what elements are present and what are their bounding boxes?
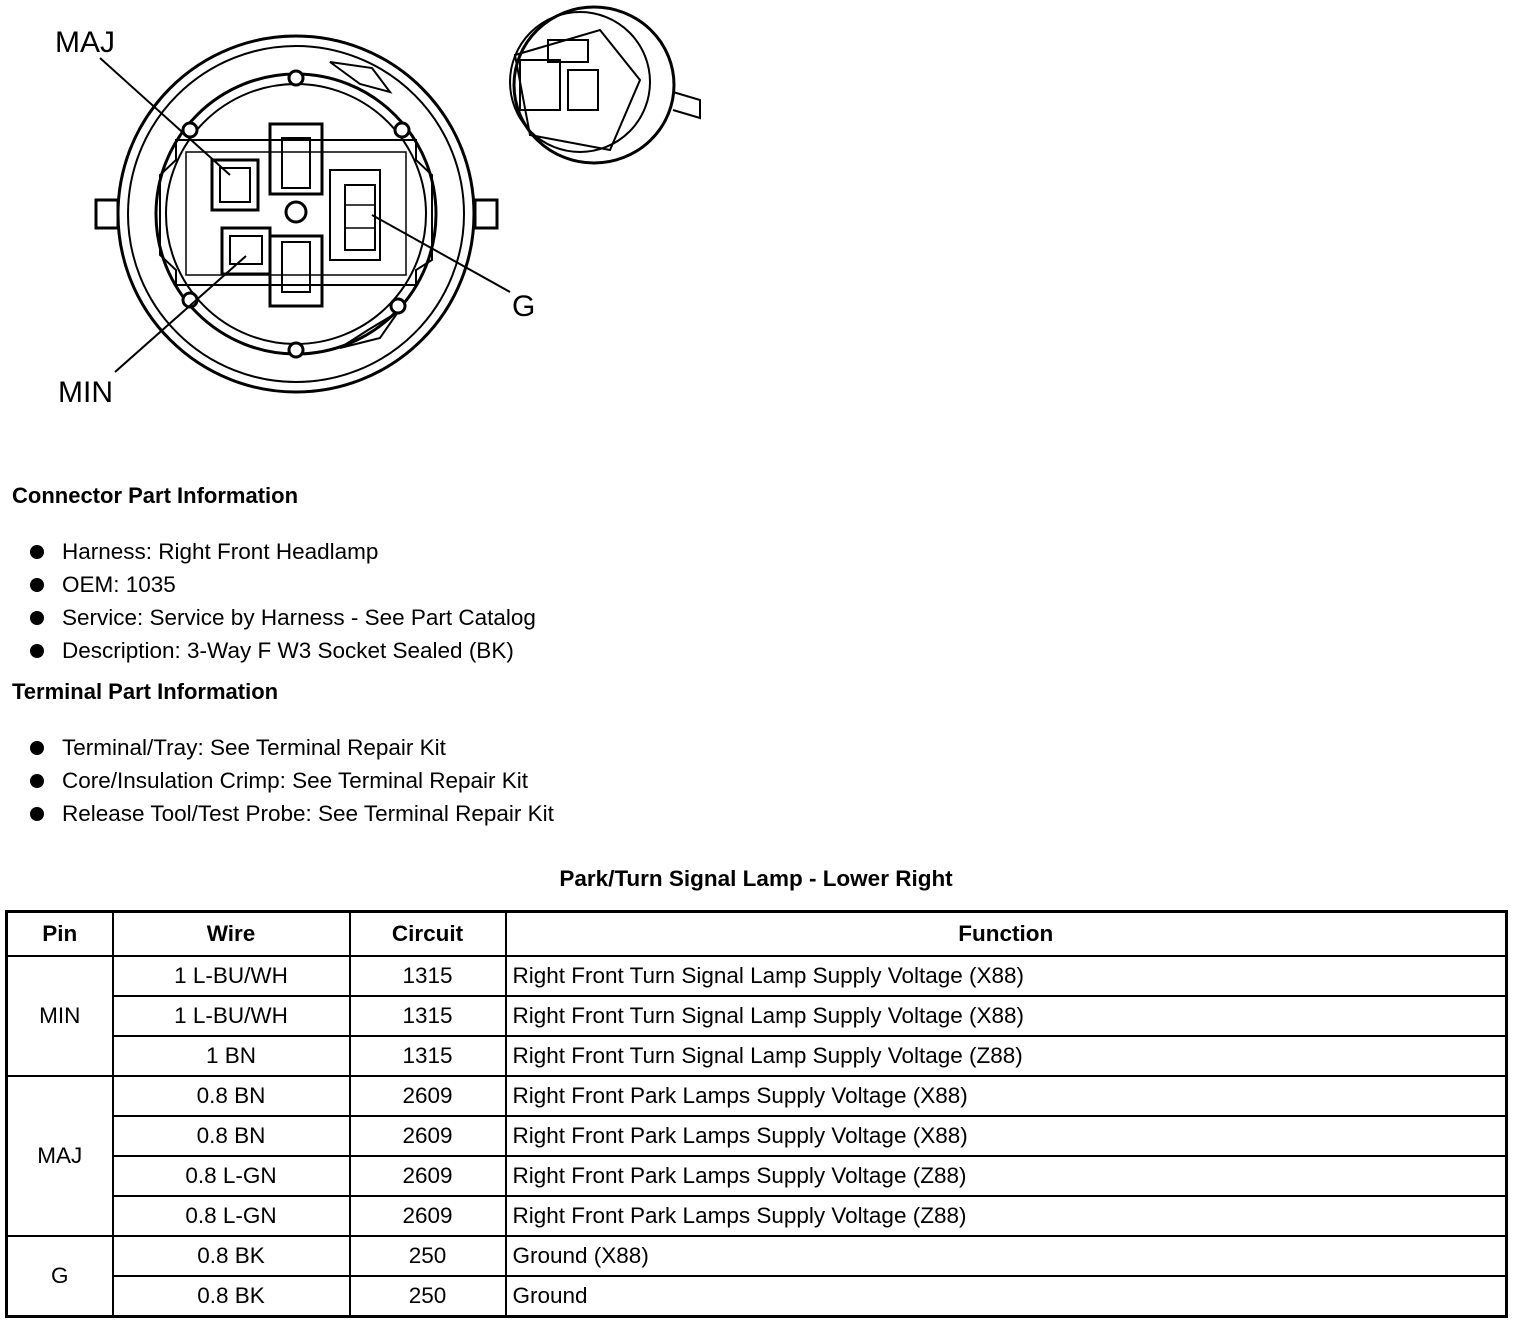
list-item-text: Terminal/Tray: See Terminal Repair Kit — [62, 735, 446, 760]
circuit-cell: 250 — [350, 1236, 506, 1276]
function-cell: Ground (X88) — [506, 1236, 1507, 1276]
pin-table — [5, 910, 1508, 1318]
pin-cell: G — [7, 1236, 113, 1317]
list-item-text: Release Tool/Test Probe: See Terminal Repair Kit — [62, 801, 554, 826]
wire-cell: 1 L-BU/WH — [113, 996, 350, 1036]
function-cell: Right Front Park Lamps Supply Voltage (X88) — [506, 1076, 1507, 1116]
connector-info-list — [30, 535, 536, 667]
function-cell: Ground — [506, 1276, 1507, 1317]
terminal-info-list — [30, 731, 554, 830]
wire-cell: 0.8 L-GN — [113, 1156, 350, 1196]
table-row — [7, 956, 1507, 996]
header-wire: Wire — [113, 912, 350, 957]
table-row — [7, 1036, 1507, 1076]
connector-info-heading: Connector Part Information — [12, 483, 299, 508]
table-row — [7, 1236, 1507, 1276]
table-row — [7, 996, 1507, 1036]
callout-g: G — [512, 290, 536, 323]
circuit-cell: 1315 — [350, 1036, 506, 1076]
callout-min: MIN — [58, 376, 113, 409]
wire-cell: 0.8 BN — [113, 1076, 350, 1116]
header-pin: Pin — [7, 912, 113, 957]
list-item — [30, 797, 554, 830]
bullet-icon — [30, 741, 44, 755]
circuit-cell: 1315 — [350, 956, 506, 996]
function-cell: Right Front Park Lamps Supply Voltage (Z88) — [506, 1196, 1507, 1236]
wire-cell: 0.8 BK — [113, 1236, 350, 1276]
callout-maj: MAJ — [55, 26, 115, 59]
wire-cell: 0.8 BN — [113, 1116, 350, 1156]
list-item — [30, 634, 536, 667]
circuit-cell: 2609 — [350, 1196, 506, 1236]
wire-cell: 0.8 BK — [113, 1276, 350, 1317]
table-title: Park/Turn Signal Lamp - Lower Right — [559, 866, 953, 891]
list-item-text: Service: Service by Harness - See Part Catalog — [62, 605, 536, 630]
function-cell: Right Front Turn Signal Lamp Supply Voltage (X88) — [506, 956, 1507, 996]
table-row — [7, 1276, 1507, 1317]
list-item — [30, 568, 536, 601]
bullet-icon — [30, 545, 44, 559]
circuit-cell: 2609 — [350, 1116, 506, 1156]
circuit-cell: 2609 — [350, 1076, 506, 1116]
bullet-icon — [30, 578, 44, 592]
list-item-text: Harness: Right Front Headlamp — [62, 539, 379, 564]
list-item-text: Description: 3-Way F W3 Socket Sealed (BK) — [62, 638, 514, 663]
function-cell: Right Front Park Lamps Supply Voltage (Z88) — [506, 1156, 1507, 1196]
circuit-cell: 1315 — [350, 996, 506, 1036]
circuit-cell: 2609 — [350, 1156, 506, 1196]
wire-cell: 1 L-BU/WH — [113, 956, 350, 996]
function-cell: Right Front Park Lamps Supply Voltage (X88) — [506, 1116, 1507, 1156]
wire-cell: 1 BN — [113, 1036, 350, 1076]
bullet-icon — [30, 774, 44, 788]
terminal-info-heading: Terminal Part Information — [12, 679, 279, 704]
function-cell: Right Front Turn Signal Lamp Supply Voltage (Z88) — [506, 1036, 1507, 1076]
table-row — [7, 1156, 1507, 1196]
connector-diagram — [0, 0, 720, 430]
circuit-cell: 250 — [350, 1276, 506, 1317]
list-item — [30, 764, 554, 797]
table-row — [7, 1116, 1507, 1156]
table-row — [7, 1076, 1507, 1116]
pin-cell: MAJ — [7, 1076, 113, 1236]
connector-outer-ring — [118, 36, 474, 392]
wire-cell: 0.8 L-GN — [113, 1196, 350, 1236]
bullet-icon — [30, 807, 44, 821]
function-cell: Right Front Turn Signal Lamp Supply Voltage (X88) — [506, 996, 1507, 1036]
header-function: Function — [506, 912, 1507, 957]
bullet-icon — [30, 644, 44, 658]
list-item — [30, 601, 536, 634]
table-row — [7, 1196, 1507, 1236]
list-item — [30, 535, 536, 568]
table-header-row — [7, 912, 1507, 957]
list-item-text: Core/Insulation Crimp: See Terminal Repair Kit — [62, 768, 529, 793]
list-item — [30, 731, 554, 764]
socket-perspective-view — [510, 7, 700, 163]
list-item-text: OEM: 1035 — [62, 572, 176, 597]
pin-cell: MIN — [7, 956, 113, 1076]
bullet-icon — [30, 611, 44, 625]
header-circuit: Circuit — [350, 912, 506, 957]
